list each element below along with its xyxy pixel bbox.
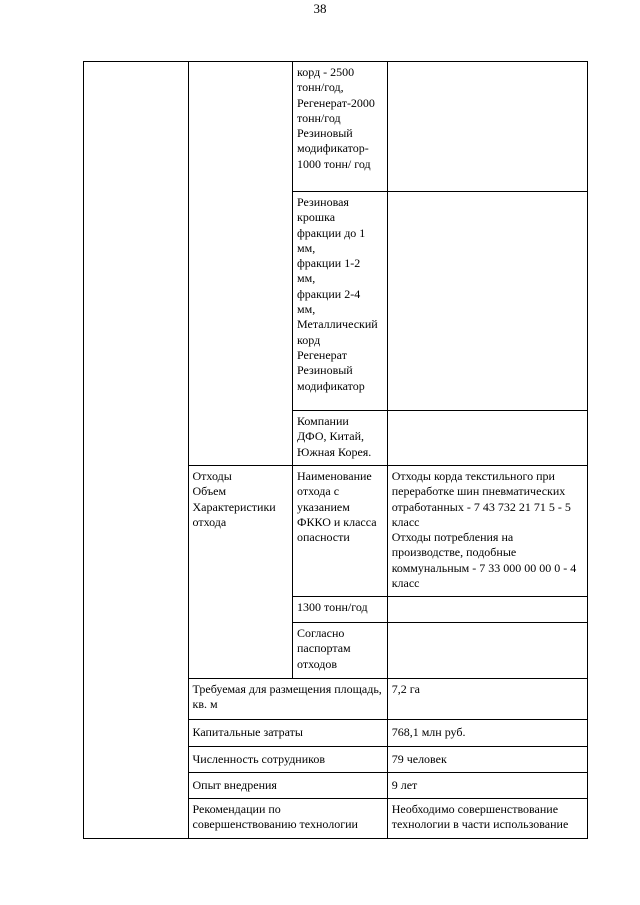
table-row bbox=[84, 62, 588, 192]
products-output-cell: корд - 2500 тонн/год, Регенерат-2000 тонн/год Резиновый модификатор- 1000 тонн/ год bbox=[293, 62, 388, 192]
table-cell-empty bbox=[387, 411, 587, 466]
capex-value-cell: 768,1 млн руб. bbox=[387, 720, 587, 747]
table-cell-empty bbox=[188, 62, 293, 466]
table-cell-empty bbox=[387, 597, 587, 623]
waste-volume-cell: 1300 тонн/год bbox=[293, 597, 388, 623]
page-number: 38 bbox=[313, 1, 327, 16]
table-cell-empty bbox=[387, 192, 587, 411]
table-cell-empty bbox=[387, 62, 587, 192]
waste-category-cell: Отходы Объем Характеристики отхода bbox=[188, 466, 293, 679]
recommendations-value-cell: Необходимо совершенствование технологии в части использование bbox=[387, 799, 587, 839]
area-label-cell: Требуемая для размещения площадь, кв. м bbox=[188, 679, 387, 720]
waste-characteristics-cell: Согласно паспортам отходов bbox=[293, 623, 388, 679]
capex-label-cell: Капитальные затраты bbox=[188, 720, 387, 747]
experience-value-cell: 9 лет bbox=[387, 773, 587, 799]
table-cell-empty-left bbox=[84, 62, 189, 839]
table-cell-empty bbox=[387, 623, 587, 679]
consumers-cell: Компании ДФО, Китай, Южная Корея. bbox=[293, 411, 388, 466]
staff-label-cell: Численность сотрудников bbox=[188, 747, 387, 773]
recommendations-label-cell: Рекомендации по совершенствованию технологии bbox=[188, 799, 387, 839]
waste-name-label-cell: Наименование отхода с указанием ФККО и класса опасности bbox=[293, 466, 388, 597]
product-list-cell: Резиновая крошка фракции до 1 мм, фракции 1-2 мм, фракции 2-4 мм, Металлический корд Регенерат Резиновый модификатор bbox=[293, 192, 388, 411]
area-value-cell: 7,2 га bbox=[387, 679, 587, 720]
technology-table bbox=[83, 61, 588, 839]
experience-label-cell: Опыт внедрения bbox=[188, 773, 387, 799]
staff-value-cell: 79 человек bbox=[387, 747, 587, 773]
waste-name-value-cell: Отходы корда текстильного при переработке шин пневматических отработанных - 7 43 732 21 71 5 - 5 класс Отходы потребления на производстве, подобные коммунальным - 7 33 000 00 00 0 - 4 класс bbox=[387, 466, 587, 597]
